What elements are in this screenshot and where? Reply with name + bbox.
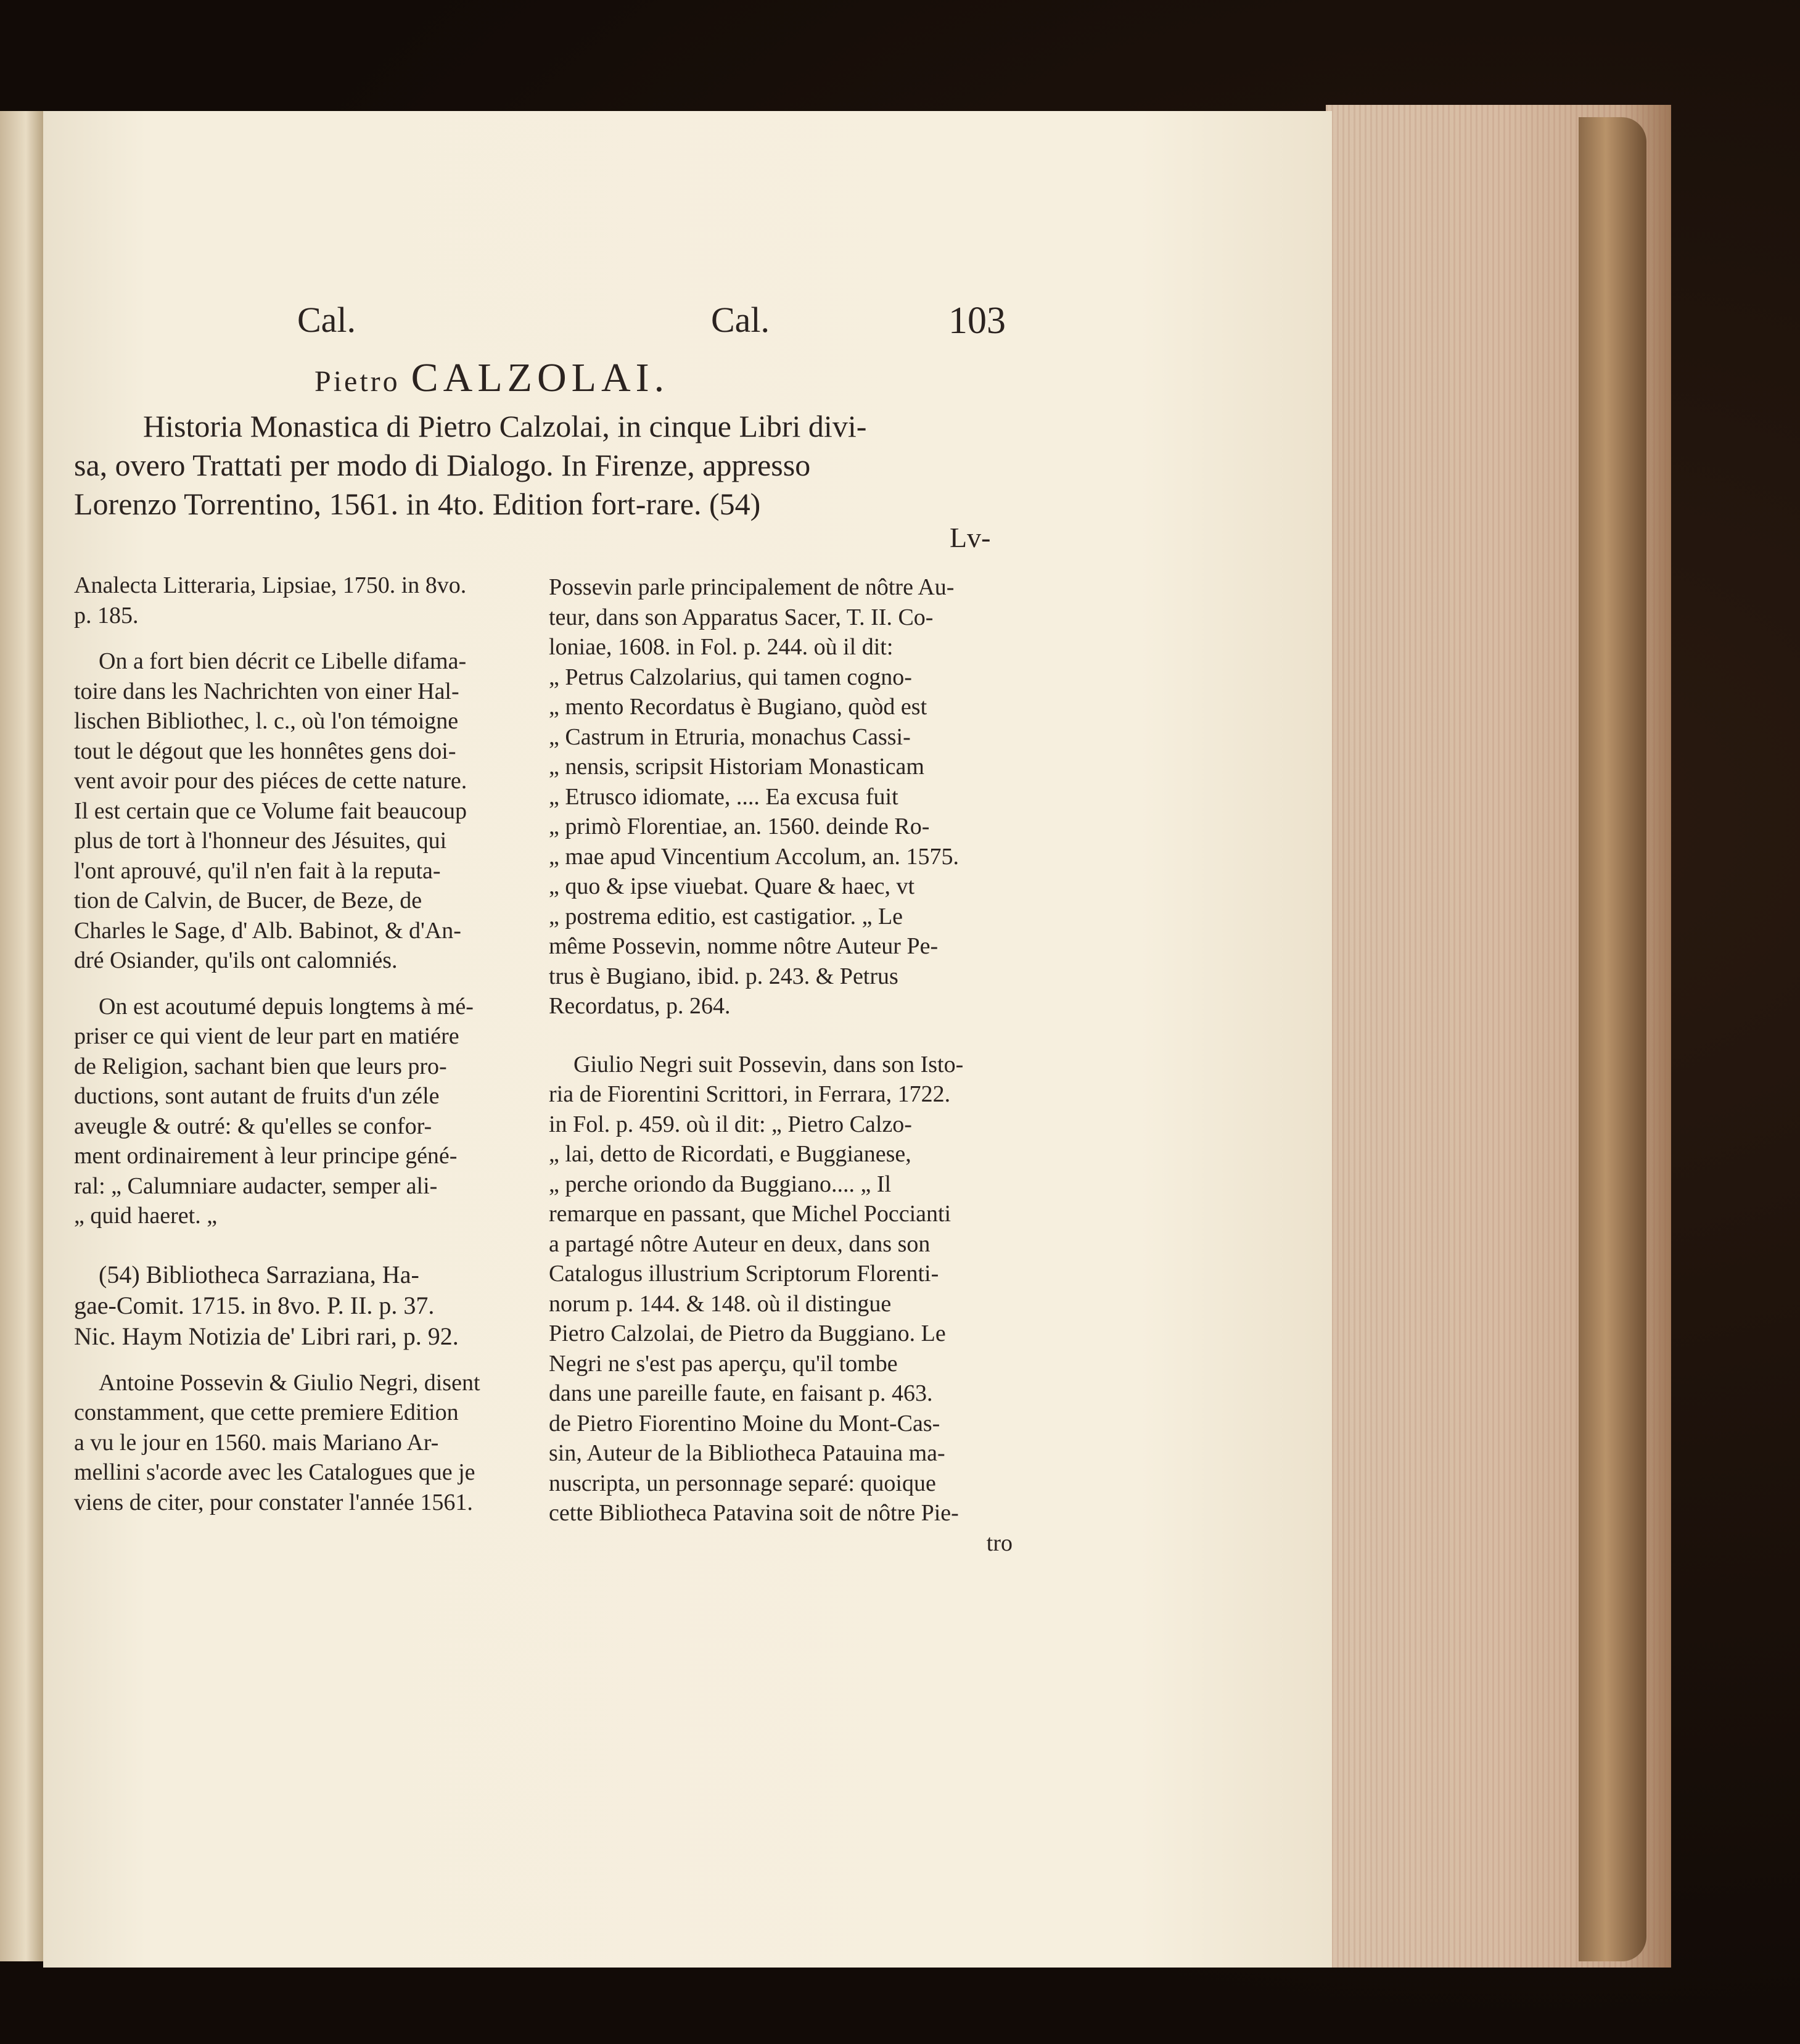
text-line: p. 185. (74, 602, 139, 628)
text-line: de Pietro Fiorentino Moine du Mont-Cas- (549, 1410, 940, 1436)
text-line: in Fol. p. 459. où il dit: „ Pietro Calzo- (549, 1111, 912, 1137)
catchword: Lv- (950, 522, 991, 553)
text-line: constamment, que cette premiere Edition (74, 1399, 459, 1425)
text-line: trus è Bugiano, ibid. p. 243. & Petrus (549, 963, 898, 989)
text-line: Catalogus illustrium Scriptorum Florenti- (549, 1261, 939, 1287)
text-line: nuscripta, un personnage separé: quoique (549, 1470, 936, 1496)
text-line: „ perche oriondo da Buggiano.... „ Il (549, 1171, 892, 1197)
title-surname: CALZOLAI. (411, 355, 670, 400)
text-line: norum p. 144. & 148. où il distingue (549, 1290, 892, 1317)
text-line: Possevin parle principalement de nôtre Au- (549, 574, 955, 600)
text-line: Negri ne s'est pas aperçu, qu'il tombe (549, 1350, 898, 1377)
paragraph-gap (549, 1021, 1042, 1050)
text-line: cette Bibliotheca Patavina soit de nôtre Pie- (549, 1500, 959, 1526)
text-line: „ mae apud Vincentium Accolum, an. 1575. (549, 843, 960, 870)
text-line: de Religion, sachant bien que leurs pro- (74, 1053, 447, 1079)
book-cover (1579, 117, 1646, 1961)
text-line: „ primò Florentiae, an. 1560. deinde Ro- (549, 814, 930, 839)
text-line: Il est certain que ce Volume fait beaucoup (74, 797, 467, 824)
text-line: même Possevin, nomme nôtre Auteur Pe- (549, 933, 939, 959)
text-line: l'ont aprouvé, qu'il n'en fait à la reputa- (74, 857, 441, 884)
footnote-line: (54) Bibliotheca Sarraziana, Ha- (99, 1260, 419, 1288)
facing-page-edge (0, 111, 43, 1961)
text-line: dré Osiander, qu'ils ont calomniés. (74, 947, 398, 973)
text-line: teur, dans son Apparatus Sacer, T. II. Co- (549, 604, 934, 630)
text-line: a vu le jour en 1560. mais Mariano Ar- (74, 1429, 439, 1456)
text-line: „ Etrusco idiomate, .... Ea excusa fuit (549, 783, 898, 810)
text-line: ria de Fiorentini Scrittori, in Ferrara, 1722. (549, 1081, 951, 1107)
page-number: 103 (948, 300, 1006, 342)
text-line: sin, Auteur de la Bibliotheca Patauina ma- (549, 1440, 945, 1466)
text-line: viens de citer, pour constater l'année 1561. (74, 1489, 473, 1515)
text-line: vent avoir pour des piéces de cette nature. (74, 768, 467, 794)
text-line: mellini s'acorde avec les Catalogues que je (74, 1459, 475, 1485)
text-line: toire dans les Nachrichten von einer Hal- (74, 678, 459, 704)
text-line: „ quid haeret. „ (74, 1203, 218, 1229)
text-line: remarque en passant, que Michel Poccianti (549, 1201, 951, 1227)
running-head-center: Cal. (711, 300, 770, 340)
text-line: Giulio Negri suit Possevin, dans son Isto- (573, 1051, 964, 1078)
text-line: On a fort bien décrit ce Libelle difama- (99, 648, 467, 674)
paragraph-gap (74, 976, 499, 992)
text-line: loniae, 1608. in Fol. p. 244. où il dit: (549, 634, 894, 660)
catchword-bottom: tro (986, 1530, 1013, 1556)
entry-line: Lorenzo Torrentino, 1561. in 4to. Edition fort-rare. (54) (74, 487, 761, 521)
left-column (74, 571, 499, 1517)
text-line: aveugle & outré: & qu'elles se confor- (74, 1113, 432, 1139)
text-line: priser ce qui vient de leur part en matiére (74, 1023, 459, 1049)
text-line: Charles le Sage, d' Alb. Babinot, & d'An- (74, 917, 461, 944)
text-line: ductions, sont autant de fruits d'un zéle (74, 1083, 440, 1109)
text-line: „ postrema editio, est castigatior. „ Le (549, 903, 903, 929)
bibliographic-entry (74, 407, 1036, 524)
text-line: tion de Calvin, de Bucer, de Beze, de (74, 888, 422, 913)
text-line: ment ordinairement à leur principe géné- (74, 1143, 458, 1169)
text-line: On est acoutumé depuis longtems à mé- (99, 993, 474, 1020)
book-page (43, 111, 1332, 1968)
running-head-left: Cal. (297, 300, 356, 340)
text-line: Recordatus, p. 264. (549, 993, 731, 1019)
text-line: „ lai, detto de Ricordati, e Buggianese, (549, 1141, 911, 1167)
right-column (549, 572, 1042, 1558)
paragraph-gap (74, 1231, 499, 1259)
text-line: plus de tort à l'honneur des Jésuites, qui (74, 828, 447, 854)
text-line: „ Castrum in Etruria, monachus Cassi- (549, 723, 911, 750)
paragraph-gap (74, 630, 499, 646)
text-line: lischen Bibliothec, l. c., où l'on témoigne (74, 708, 459, 734)
text-line: Pietro Calzolai, de Pietro da Buggiano. Le (549, 1321, 946, 1346)
entry-title (314, 355, 869, 402)
text-line: Antoine Possevin & Giulio Negri, disent (99, 1369, 480, 1396)
text-line: dans une pareille faute, en faisant p. 463. (549, 1380, 933, 1406)
entry-line: Historia Monastica di Pietro Calzolai, in cinque Libri divi- (143, 409, 867, 443)
text-line: ral: „ Calumniare audacter, semper ali- (74, 1172, 438, 1199)
text-line: Analecta Litteraria, Lipsiae, 1750. in 8vo. (74, 572, 467, 598)
paragraph-gap (74, 1352, 499, 1368)
title-first-name: Pietro (314, 365, 400, 398)
text-line: „ nensis, scripsit Historiam Monasticam (549, 754, 924, 780)
text-line: „ mento Recordatus è Bugiano, quòd est (549, 694, 927, 720)
text-line: „ quo & ipse viuebat. Quare & haec, vt (549, 873, 915, 899)
entry-line: sa, overo Trattati per modo di Dialogo. In Firenze, appresso (74, 448, 811, 482)
text-line: a partagé nôtre Auteur en deux, dans son (549, 1230, 931, 1257)
text-line: „ Petrus Calzolarius, qui tamen cogno- (549, 664, 912, 690)
footnote-line: gae-Comit. 1715. in 8vo. P. II. p. 37. (74, 1291, 435, 1319)
footnote-line: Nic. Haym Notizia de' Libri rari, p. 92. (74, 1322, 459, 1350)
text-line: tout le dégout que les honnêtes gens doi- (74, 738, 456, 764)
